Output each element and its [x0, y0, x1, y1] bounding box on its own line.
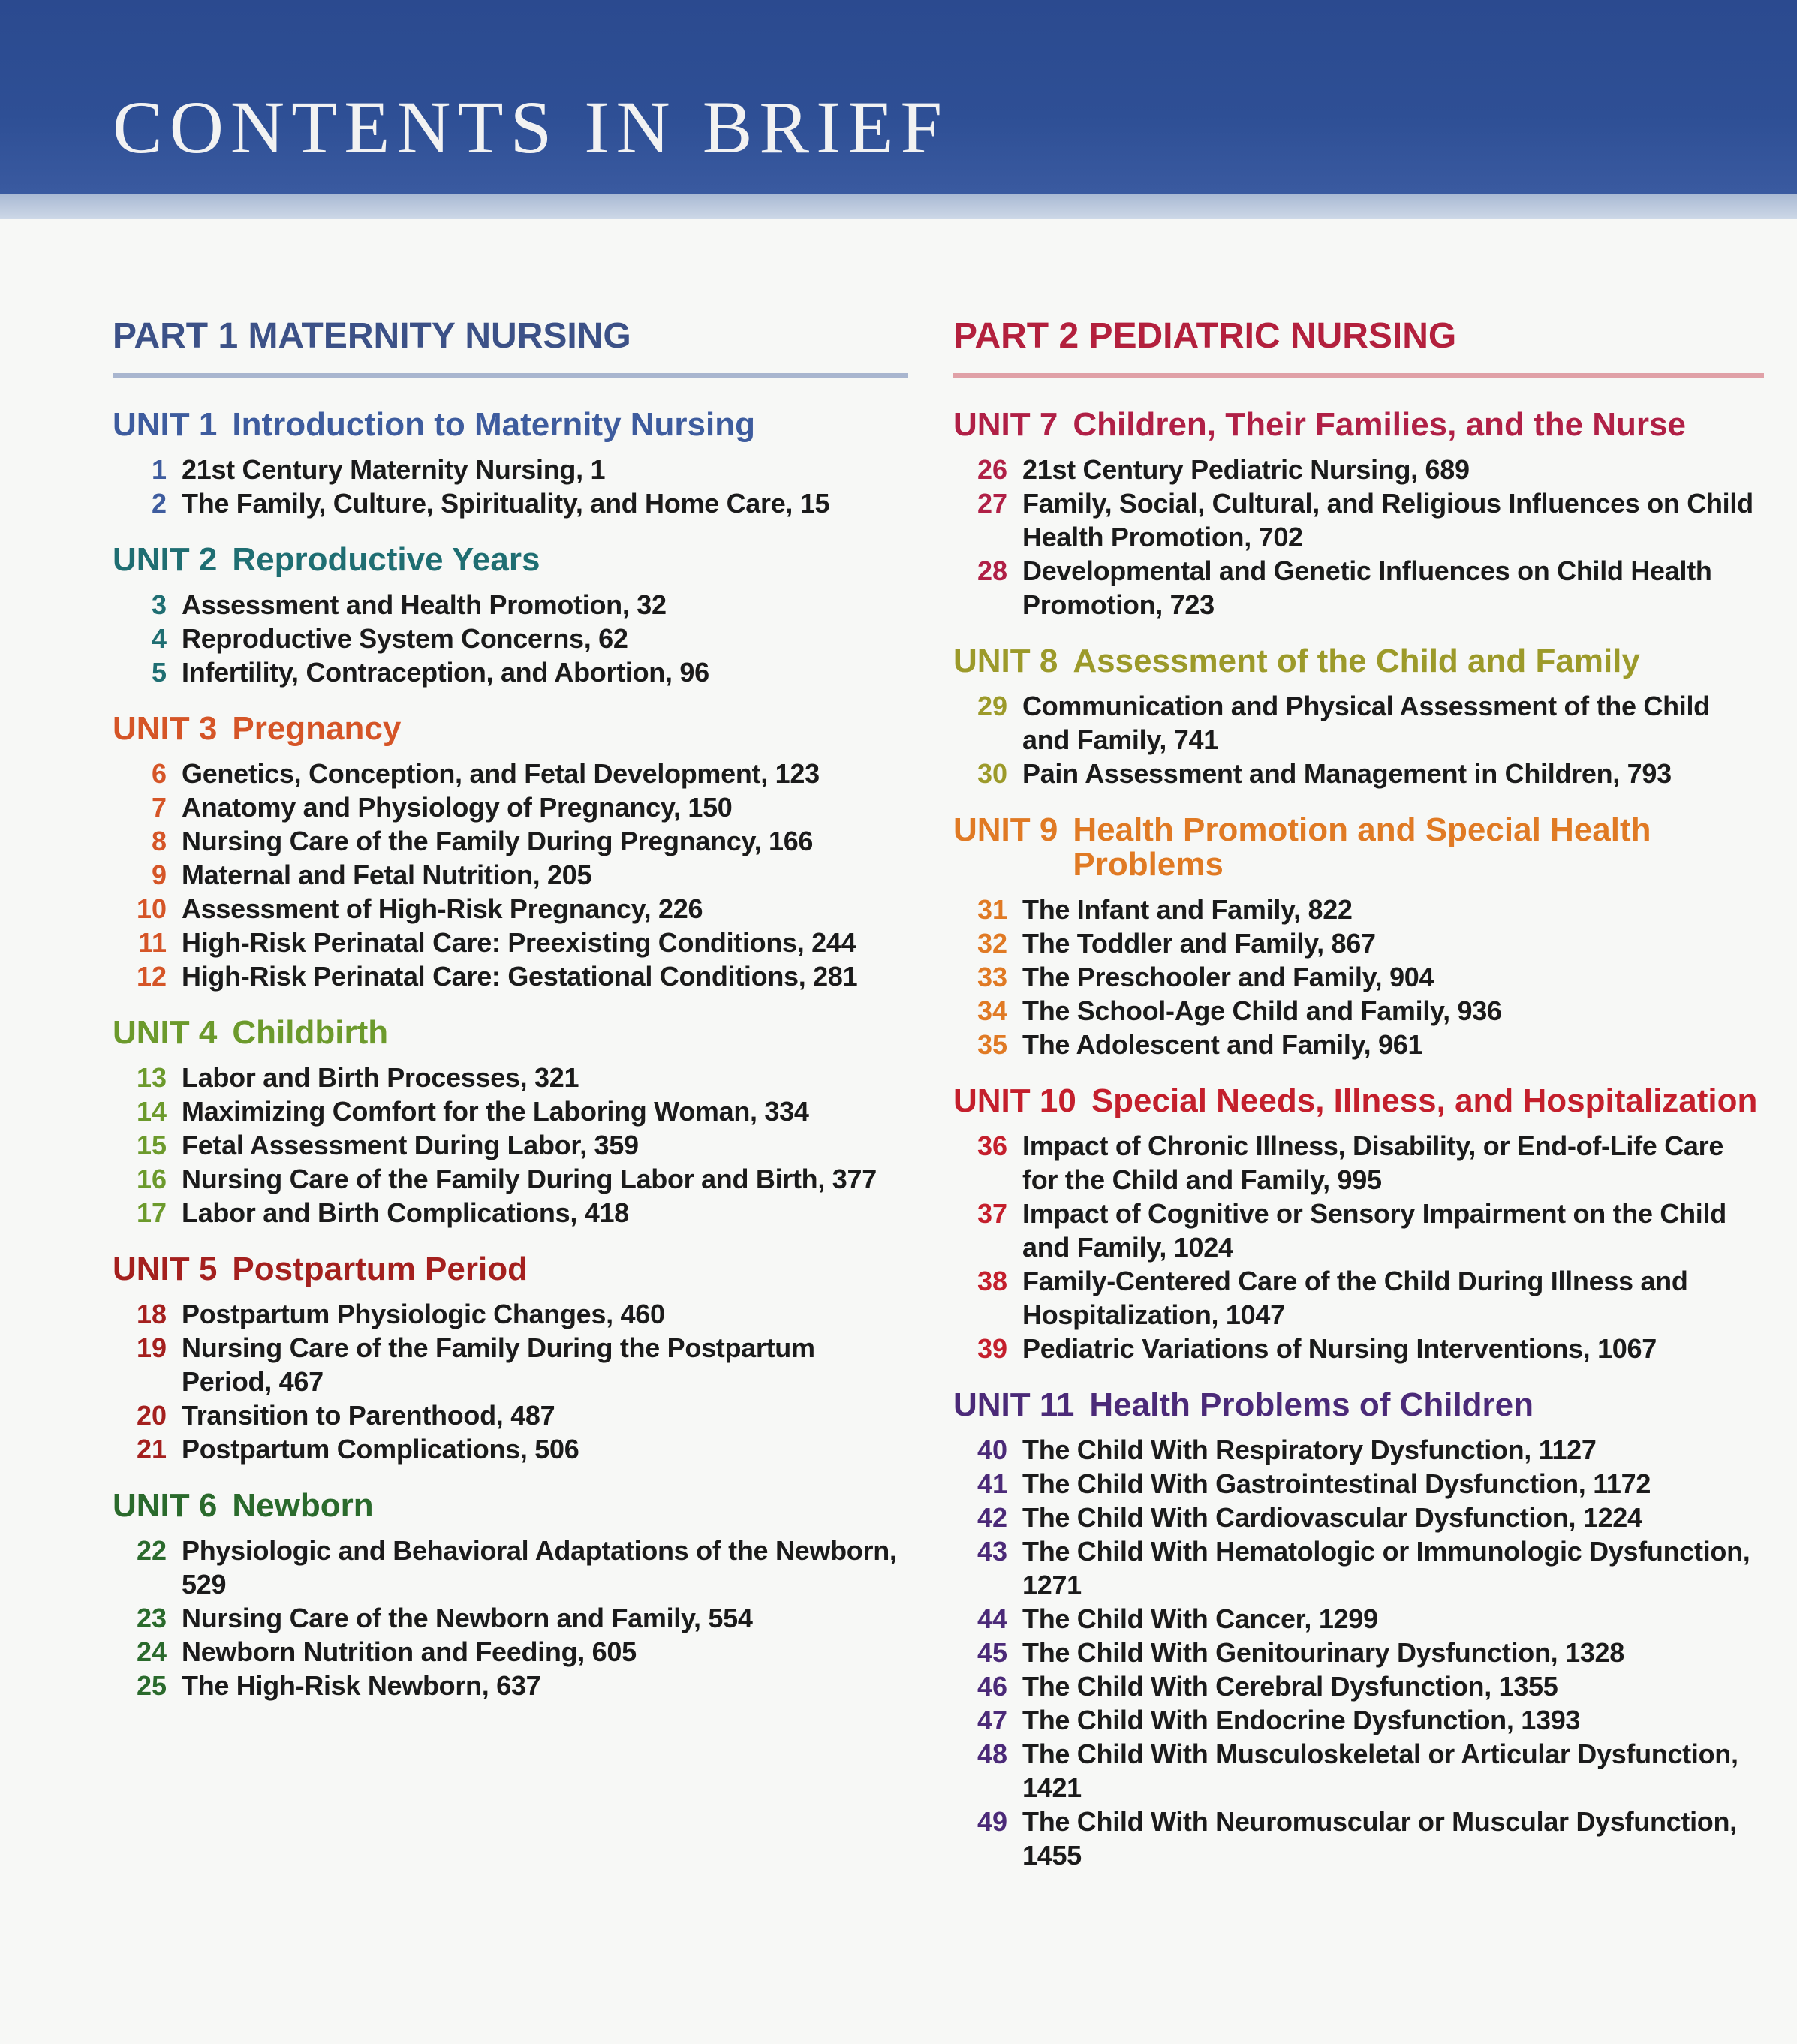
chapter-entry — [113, 892, 908, 926]
header-stripe — [0, 194, 1797, 219]
unit-list — [953, 408, 1764, 1872]
unit-title: Children, Their Families, and the Nurse — [1073, 406, 1686, 444]
chapter-number: 38 — [977, 1266, 1007, 1297]
chapter-number: 22 — [136, 1535, 167, 1567]
chapter-number: 33 — [977, 962, 1007, 993]
chapter-entry — [113, 1398, 908, 1432]
chapter-number: 34 — [977, 995, 1007, 1027]
chapter-title: Communication and Physical Assessment of the Child and Family, 741 — [1022, 691, 1710, 756]
chapter-title: Maximizing Comfort for the Laboring Woman, 334 — [182, 1096, 809, 1127]
unit-title: Assessment of the Child and Family — [1073, 643, 1640, 680]
chapter-number: 27 — [977, 488, 1007, 519]
unit-label: UNIT 1 — [113, 406, 218, 444]
chapter-number: 44 — [977, 1603, 1007, 1635]
chapter-entry — [953, 486, 1764, 554]
chapter-title: Postpartum Complications, 506 — [182, 1434, 579, 1465]
chapter-entry — [953, 554, 1764, 622]
unit-list — [113, 408, 908, 1702]
unit-title: Postpartum Period — [232, 1251, 528, 1288]
chapter-number: 2 — [151, 488, 167, 519]
unit-label: UNIT 7 — [953, 406, 1058, 444]
chapter-entry — [953, 1332, 1764, 1365]
part-1-column — [113, 315, 908, 1725]
part-2-column — [953, 315, 1764, 1895]
unit-heading — [113, 408, 908, 442]
chapter-number: 30 — [977, 758, 1007, 790]
chapter-title: Postpartum Physiologic Changes, 460 — [182, 1299, 665, 1330]
chapter-number: 42 — [977, 1502, 1007, 1534]
chapter-entry — [953, 453, 1764, 486]
chapter-number: 12 — [136, 961, 167, 992]
chapter-entry — [953, 926, 1764, 960]
chapter-entry — [953, 1467, 1764, 1501]
chapter-entry — [953, 1805, 1764, 1872]
chapter-title: Impact of Cognitive or Sensory Impairment on the Child and Family, 1024 — [1022, 1198, 1726, 1263]
chapter-number: 20 — [136, 1400, 167, 1431]
chapter-title: Pain Assessment and Management in Children, 793 — [1022, 758, 1672, 790]
chapter-title: Assessment of High-Risk Pregnancy, 226 — [182, 893, 703, 925]
unit-title: Health Promotion and Special Health Problems — [1073, 811, 1651, 884]
chapter-number: 23 — [136, 1603, 167, 1634]
chapter-entry — [113, 824, 908, 858]
chapter-entry — [953, 994, 1764, 1028]
chapter-title: The Child With Endocrine Dysfunction, 1393 — [1022, 1705, 1581, 1736]
unit-section — [113, 1252, 908, 1466]
chapter-number: 39 — [977, 1333, 1007, 1365]
chapter-title: The Child With Hematologic or Immunologic Dysfunction, 1271 — [1022, 1536, 1750, 1601]
part-heading: PART 1 MATERNITY NURSING — [113, 315, 908, 378]
chapter-entry — [113, 655, 908, 689]
chapter-entry — [113, 486, 908, 520]
chapter-number: 49 — [977, 1806, 1007, 1838]
chapter-title: The Child With Cancer, 1299 — [1022, 1603, 1378, 1635]
chapter-title: Genetics, Conception, and Fetal Development, 123 — [182, 758, 820, 790]
chapter-title: The Child With Neuromuscular or Muscular Dysfunction, 1455 — [1022, 1806, 1737, 1871]
chapter-entry — [953, 1669, 1764, 1703]
chapter-number: 8 — [151, 826, 167, 857]
chapter-number: 21 — [136, 1434, 167, 1465]
chapter-title: Impact of Chronic Illness, Disability, or End-of-Life Care for the Child and Family, 995 — [1022, 1130, 1724, 1196]
page-title: CONTENTS IN BRIEF — [113, 86, 950, 169]
chapter-number: 37 — [977, 1198, 1007, 1230]
unit-title: Newborn — [232, 1487, 374, 1525]
chapter-title: Family, Social, Cultural, and Religious Influences on Child Health Promotion, 702 — [1022, 488, 1753, 553]
chapter-number: 31 — [977, 894, 1007, 926]
chapter-entry — [113, 1432, 908, 1466]
chapter-number: 16 — [136, 1163, 167, 1195]
unit-heading — [113, 1489, 908, 1523]
chapter-number: 24 — [136, 1636, 167, 1668]
chapter-entry — [113, 1534, 908, 1601]
chapter-entry — [953, 1703, 1764, 1737]
chapter-number: 35 — [977, 1029, 1007, 1061]
chapter-number: 5 — [151, 657, 167, 688]
unit-heading — [113, 1252, 908, 1287]
chapter-entry — [113, 757, 908, 790]
chapter-number: 29 — [977, 691, 1007, 722]
chapter-title: High-Risk Perinatal Care: Preexisting Conditions, 244 — [182, 927, 856, 959]
chapter-title: Physiologic and Behavioral Adaptations of the Newborn, 529 — [182, 1535, 897, 1600]
chapter-entry — [953, 1636, 1764, 1669]
chapter-number: 15 — [136, 1130, 167, 1161]
unit-title: Special Needs, Illness, and Hospitalization — [1091, 1082, 1758, 1120]
chapter-title: The Adolescent and Family, 961 — [1022, 1029, 1423, 1061]
unit-heading — [953, 644, 1764, 679]
chapter-number: 43 — [977, 1536, 1007, 1567]
unit-heading — [953, 1388, 1764, 1422]
chapter-entry — [953, 1534, 1764, 1602]
chapter-number: 41 — [977, 1468, 1007, 1500]
chapter-entry — [953, 689, 1764, 757]
chapter-title: Nursing Care of the Family During Pregnancy, 166 — [182, 826, 814, 857]
chapter-title: Pediatric Variations of Nursing Interventions, 1067 — [1022, 1333, 1657, 1365]
chapter-entry — [113, 1196, 908, 1230]
chapter-number: 45 — [977, 1637, 1007, 1669]
chapter-title: Fetal Assessment During Labor, 359 — [182, 1130, 639, 1161]
chapter-title: The Child With Genitourinary Dysfunction, 1328 — [1022, 1637, 1624, 1669]
unit-heading — [953, 1084, 1764, 1118]
chapter-number: 1 — [151, 454, 167, 486]
chapter-entry — [953, 1433, 1764, 1467]
chapter-title: The School-Age Child and Family, 936 — [1022, 995, 1502, 1027]
unit-heading — [113, 543, 908, 577]
chapter-title: The Family, Culture, Spirituality, and Home Care, 15 — [182, 488, 830, 519]
chapter-entry — [953, 757, 1764, 790]
chapter-title: Anatomy and Physiology of Pregnancy, 150 — [182, 792, 733, 823]
unit-label: UNIT 3 — [113, 710, 218, 748]
unit-section — [113, 1016, 908, 1230]
unit-section — [113, 543, 908, 689]
chapter-title: The Child With Cardiovascular Dysfunction, 1224 — [1022, 1502, 1642, 1534]
chapter-number: 25 — [136, 1670, 167, 1702]
unit-section — [113, 712, 908, 993]
chapter-number: 11 — [137, 927, 167, 959]
chapter-entry — [113, 453, 908, 486]
chapter-title: High-Risk Perinatal Care: Gestational Conditions, 281 — [182, 961, 858, 992]
chapter-entry — [953, 1602, 1764, 1636]
chapter-number: 18 — [136, 1299, 167, 1330]
chapter-entry — [113, 1128, 908, 1162]
chapter-number: 14 — [136, 1096, 167, 1127]
chapter-entry — [113, 622, 908, 655]
chapter-number: 17 — [136, 1197, 167, 1229]
unit-title: Introduction to Maternity Nursing — [232, 406, 755, 444]
chapter-title: The Child With Cerebral Dysfunction, 1355 — [1022, 1671, 1558, 1702]
chapter-title: Reproductive System Concerns, 62 — [182, 623, 628, 655]
chapter-number: 10 — [136, 893, 167, 925]
chapter-number: 32 — [977, 928, 1007, 959]
chapter-title: 21st Century Maternity Nursing, 1 — [182, 454, 606, 486]
unit-section — [953, 1084, 1764, 1365]
chapter-number: 46 — [977, 1671, 1007, 1702]
chapter-entry — [113, 1162, 908, 1196]
part-heading: PART 2 PEDIATRIC NURSING — [953, 315, 1764, 378]
chapter-number: 9 — [151, 859, 167, 891]
chapter-title: Labor and Birth Complications, 418 — [182, 1197, 629, 1229]
unit-title: Pregnancy — [232, 710, 402, 748]
unit-label: UNIT 9 — [953, 811, 1058, 849]
chapter-title: Nursing Care of the Family During Labor and Birth, 377 — [182, 1163, 877, 1195]
chapter-entry — [113, 1669, 908, 1702]
chapter-title: The Infant and Family, 822 — [1022, 894, 1353, 926]
chapter-title: The Preschooler and Family, 904 — [1022, 962, 1434, 993]
unit-label: UNIT 4 — [113, 1014, 218, 1052]
chapter-entry — [113, 1094, 908, 1128]
chapter-entry — [953, 1028, 1764, 1061]
chapter-entry — [113, 1297, 908, 1331]
unit-heading — [953, 408, 1764, 442]
chapter-number: 13 — [136, 1062, 167, 1094]
chapter-entry — [953, 1264, 1764, 1332]
chapter-entry — [113, 959, 908, 993]
chapter-number: 3 — [151, 589, 167, 621]
chapter-title: The Child With Musculoskeletal or Articular Dysfunction, 1421 — [1022, 1738, 1738, 1804]
chapter-title: Nursing Care of the Family During the Postpartum Period, 467 — [182, 1332, 815, 1398]
unit-section — [953, 644, 1764, 790]
chapter-entry — [953, 1501, 1764, 1534]
chapter-title: Maternal and Fetal Nutrition, 205 — [182, 859, 592, 891]
chapter-title: 21st Century Pediatric Nursing, 689 — [1022, 454, 1470, 486]
chapter-title: The Toddler and Family, 867 — [1022, 928, 1376, 959]
chapter-number: 28 — [977, 555, 1007, 587]
chapter-entry — [113, 858, 908, 892]
chapter-title: Nursing Care of the Newborn and Family, 554 — [182, 1603, 753, 1634]
chapter-entry — [953, 893, 1764, 926]
unit-label: UNIT 2 — [113, 541, 218, 579]
chapter-title: The Child With Gastrointestinal Dysfunction, 1172 — [1022, 1468, 1651, 1500]
unit-heading — [113, 712, 908, 746]
unit-heading — [953, 813, 1764, 882]
unit-label: UNIT 8 — [953, 643, 1058, 680]
chapter-entry — [113, 1061, 908, 1094]
unit-section — [953, 408, 1764, 622]
chapter-entry — [953, 960, 1764, 994]
unit-title: Health Problems of Children — [1089, 1386, 1534, 1424]
chapter-entry — [113, 1635, 908, 1669]
chapter-number: 26 — [977, 454, 1007, 486]
chapter-entry — [113, 1601, 908, 1635]
chapter-title: The Child With Respiratory Dysfunction, 1127 — [1022, 1434, 1597, 1466]
chapter-entry — [113, 790, 908, 824]
unit-label: UNIT 6 — [113, 1487, 218, 1525]
unit-label: UNIT 5 — [113, 1251, 218, 1288]
unit-section — [953, 813, 1764, 1061]
chapter-entry — [953, 1737, 1764, 1805]
chapter-title: Developmental and Genetic Influences on Child Health Promotion, 723 — [1022, 555, 1712, 621]
unit-section — [953, 1388, 1764, 1872]
chapter-title: Infertility, Contraception, and Abortion, 96 — [182, 657, 709, 688]
unit-heading — [113, 1016, 908, 1050]
chapter-entry — [113, 588, 908, 622]
unit-label: UNIT 10 — [953, 1082, 1076, 1120]
chapter-number: 6 — [151, 758, 167, 790]
chapter-number: 36 — [977, 1130, 1007, 1162]
chapter-number: 7 — [151, 792, 167, 823]
chapter-number: 48 — [977, 1738, 1007, 1770]
chapter-number: 40 — [977, 1434, 1007, 1466]
chapter-number: 19 — [136, 1332, 167, 1364]
chapter-entry — [113, 1331, 908, 1398]
chapter-title: Family-Centered Care of the Child During Illness and Hospitalization, 1047 — [1022, 1266, 1688, 1331]
chapter-entry — [953, 1129, 1764, 1197]
chapter-title: Newborn Nutrition and Feeding, 605 — [182, 1636, 637, 1668]
chapter-number: 47 — [977, 1705, 1007, 1736]
unit-title: Childbirth — [232, 1014, 389, 1052]
chapter-entry — [953, 1197, 1764, 1264]
chapter-title: Labor and Birth Processes, 321 — [182, 1062, 579, 1094]
unit-section — [113, 1489, 908, 1702]
chapter-title: The High-Risk Newborn, 637 — [182, 1670, 541, 1702]
unit-title: Reproductive Years — [232, 541, 540, 579]
chapter-number: 4 — [151, 623, 167, 655]
chapter-title: Assessment and Health Promotion, 32 — [182, 589, 667, 621]
unit-section — [113, 408, 908, 520]
chapter-title: Transition to Parenthood, 487 — [182, 1400, 555, 1431]
chapter-entry — [113, 926, 908, 959]
unit-label: UNIT 11 — [953, 1386, 1075, 1424]
